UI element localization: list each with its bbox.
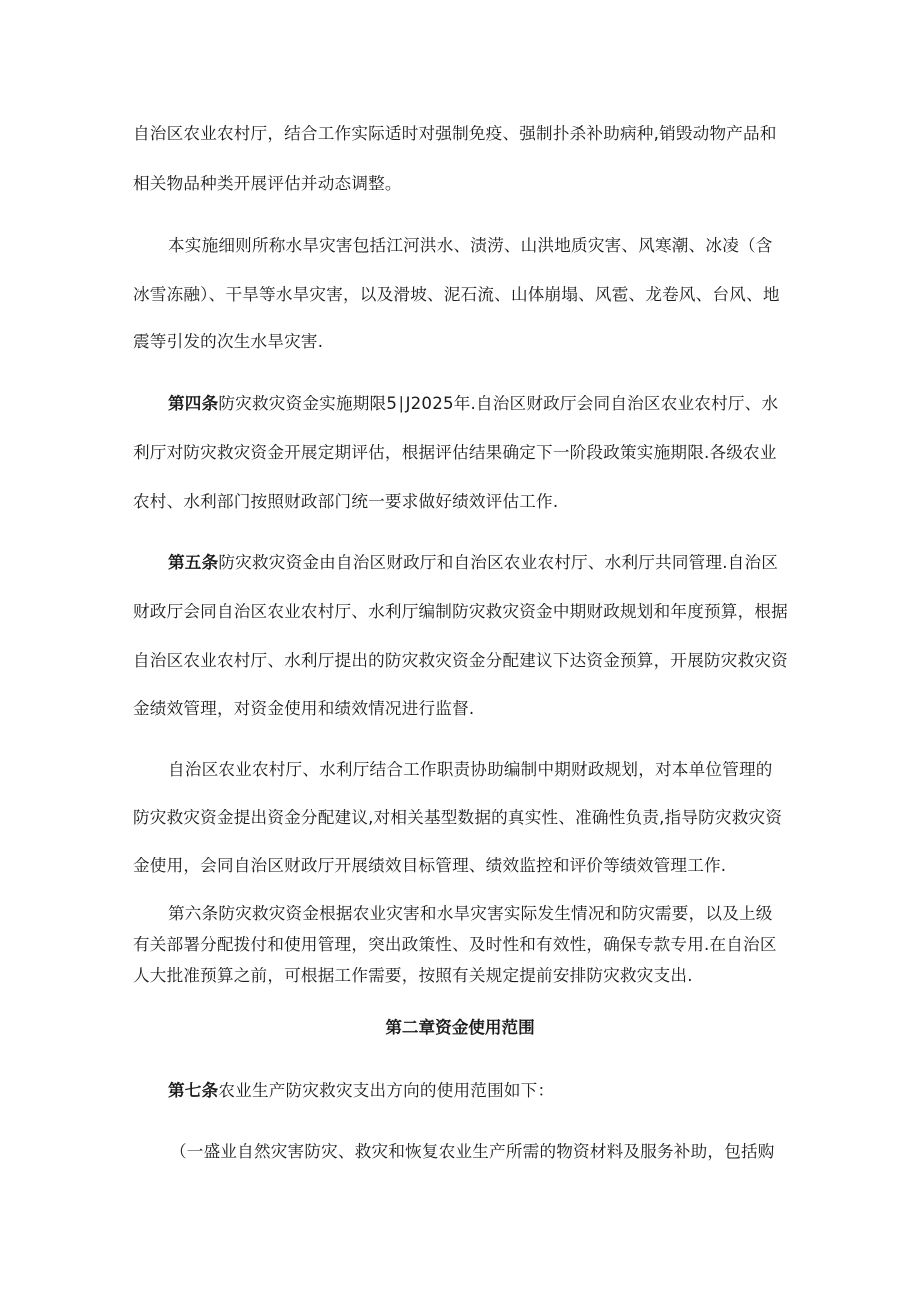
- article-text: 防灾救灾资金实施期限5∣J2025年.自治区财政厅会同自治区农业农村厅、水: [218, 394, 779, 413]
- article-label: 第七条: [168, 1081, 219, 1100]
- paragraph-line: 震等引发的次生水旱灾害.: [133, 332, 324, 351]
- paragraph-line: 有关部署分配拨付和使用管理，突出政策性、及时性和有效性，确保专款专用.在自治区: [133, 935, 777, 954]
- article-label: 第四条: [168, 394, 219, 413]
- chapter-heading: 第二章资金使用范围: [385, 1018, 535, 1037]
- paragraph-line: 金绩效管理，对资金使用和绩效情况进行监督.: [133, 699, 475, 718]
- paragraph-line: 农村、水利部门按照财政部门统一要求做好绩效评估工作.: [133, 492, 559, 511]
- paragraph-line: 财政厅会同自治区农业农村厅、水利厅编制防灾救灾资金中期财政规划和年度预算，根据: [133, 602, 788, 621]
- paragraph-line: 冰雪冻融）、干旱等水旱灾害，以及滑坡、泥石流、山体崩塌、风雹、龙卷风、台风、地: [133, 285, 780, 304]
- paragraph-line: 人大批准预算之前，可根据工作需要，按照有关规定提前安排防灾救灾支出.: [133, 966, 693, 985]
- list-item-line: （一盛业自然灾害防灾、救灾和恢复农业生产所需的物资材料及服务补助，包括购: [170, 1142, 775, 1161]
- article-5-line: [168, 552, 778, 574]
- paragraph-line: 利厅对防灾救灾资金开展定期评估，根据评估结果确定下一阶段政策实施期限.各级农业: [133, 443, 777, 462]
- paragraph-line: 自治区农业农村厅、水利厅提出的防灾救灾资金分配建议下达资金预算，开展防灾救灾资: [133, 651, 788, 670]
- paragraph-line: 本实施细则所称水旱灾害包括江河洪水、渍涝、山洪地质灾害、风寒潮、冰凌（含: [168, 236, 773, 255]
- paragraph-line: 防灾救灾资金提出资金分配建议,对相关基型数据的真实性、准确性负责,指导防灾救灾资: [133, 808, 783, 827]
- paragraph-line: 金使用，会同自治区财政厅开展绩效目标管理、绩效监控和评价等绩效管理工作.: [133, 856, 727, 875]
- article-4-line: [168, 393, 778, 415]
- paragraph-line: 自治区农业农村厅，结合工作实际适时对强制免疫、强制扑杀补助病种,销毁动物产品和: [133, 124, 777, 143]
- paragraph-line: 相关物品种类开展评估并动态调整。: [133, 174, 402, 193]
- article-text: 农业生产防灾救灾支出方向的使用范围如下：: [218, 1081, 555, 1100]
- paragraph-line: 自治区农业农村厅、水利厅结合工作职责协助编制中期财政规划，对本单位管理的: [168, 760, 773, 779]
- paragraph-line: 第六条防灾救灾资金根据农业灾害和水旱灾害实际发生情况和防灾需要，以及上级: [168, 904, 773, 923]
- article-text: 防灾救灾资金由自治区财政厅和自治区农业农村厅、水利厅共同管理.自治区: [218, 553, 779, 572]
- article-label: 第五条: [168, 553, 219, 572]
- article-7-line: [168, 1080, 554, 1102]
